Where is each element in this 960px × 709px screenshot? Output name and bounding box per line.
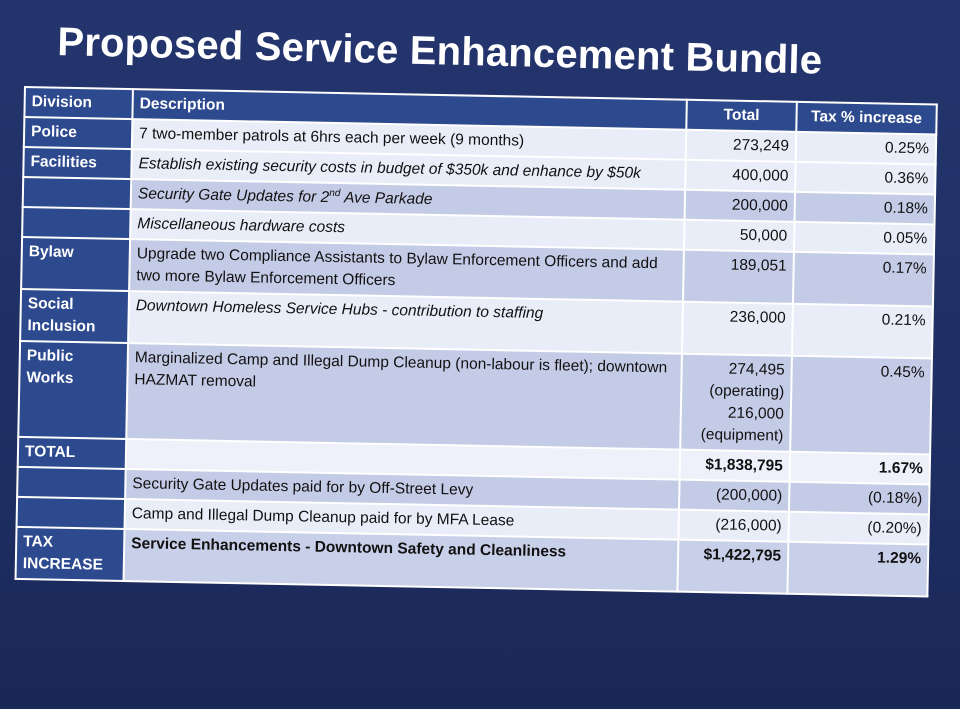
tax-cell: 0.05% xyxy=(794,222,935,255)
division-cell xyxy=(22,207,131,239)
description-cell: Security Gate Updates for 2nd Ave Parkade xyxy=(131,179,685,220)
tax-cell: 0.18% xyxy=(795,192,936,225)
total-cell: 274,495 (operating) 216,000 (equipment) xyxy=(680,354,792,452)
description-cell: Marginalized Camp and Illegal Dump Cleanup (non-labour is fleet); downtown HAZMAT removal xyxy=(126,343,682,450)
tax-cell: 0.21% xyxy=(792,304,933,359)
total-cell: 50,000 xyxy=(684,220,795,252)
offset-description: Security Gate Updates paid for by Off-Street Levy xyxy=(125,469,679,510)
division-cell xyxy=(23,177,132,209)
total-label: TOTAL xyxy=(18,437,127,469)
tax-increase-description: Service Enhancements - Downtown Safety and Cleanliness xyxy=(124,529,679,592)
tax-cell: 0.45% xyxy=(790,356,932,455)
description-cell: 7 two-member patrols at 6hrs each per week (9 months) xyxy=(132,119,686,160)
total-cell: 200,000 xyxy=(685,190,796,222)
tax-cell: 0.36% xyxy=(795,162,936,195)
offset-division xyxy=(17,497,126,529)
description-cell: Establish existing security costs in budget of $350k and enhance by $50k xyxy=(131,149,685,190)
budget-table xyxy=(15,86,938,598)
grand-tax: 1.67% xyxy=(790,452,931,485)
description-cell: Downtown Homeless Service Hubs - contribution to staffing xyxy=(128,291,683,354)
offset-division xyxy=(17,467,126,499)
division-cell: Facilities xyxy=(23,147,132,179)
description-cell: Miscellaneous hardware costs xyxy=(130,209,684,250)
offset-tax: (0.18%) xyxy=(789,482,930,515)
division-cell: Bylaw xyxy=(21,237,130,291)
total-cell: 400,000 xyxy=(685,160,796,192)
header-total: Total xyxy=(686,100,797,132)
total-cell: 273,249 xyxy=(686,130,797,162)
division-cell: Public Works xyxy=(18,341,128,439)
division-cell: Social Inclusion xyxy=(20,289,129,343)
slide-title: Proposed Service Enhancement Bundle xyxy=(56,20,823,83)
total-cell: 236,000 xyxy=(682,302,793,356)
division-cell: Police xyxy=(24,117,133,149)
header-division: Division xyxy=(24,87,133,119)
offset-tax: (0.20%) xyxy=(788,512,929,545)
tax-cell: 0.17% xyxy=(793,252,934,307)
description-cell: Upgrade two Compliance Assistants to Bylaw Enforcement Officers and add two more Bylaw Enforcement Officers xyxy=(129,239,684,302)
total-cell: 189,051 xyxy=(683,250,794,304)
tax-cell: 0.25% xyxy=(796,132,937,165)
header-tax: Tax % increase xyxy=(796,102,937,135)
header-description: Description xyxy=(132,89,686,130)
tax-increase-total: $1,422,795 xyxy=(677,540,788,594)
offset-description: Camp and Illegal Dump Cleanup paid for by MFA Lease xyxy=(125,499,679,540)
grand-total: $1,838,795 xyxy=(680,450,791,482)
offset-total: (200,000) xyxy=(679,480,790,512)
tax-increase-percent: 1.29% xyxy=(787,542,928,597)
table-row xyxy=(18,341,932,454)
tax-increase-label: TAX INCREASE xyxy=(16,527,125,581)
offset-total: (216,000) xyxy=(678,510,789,542)
